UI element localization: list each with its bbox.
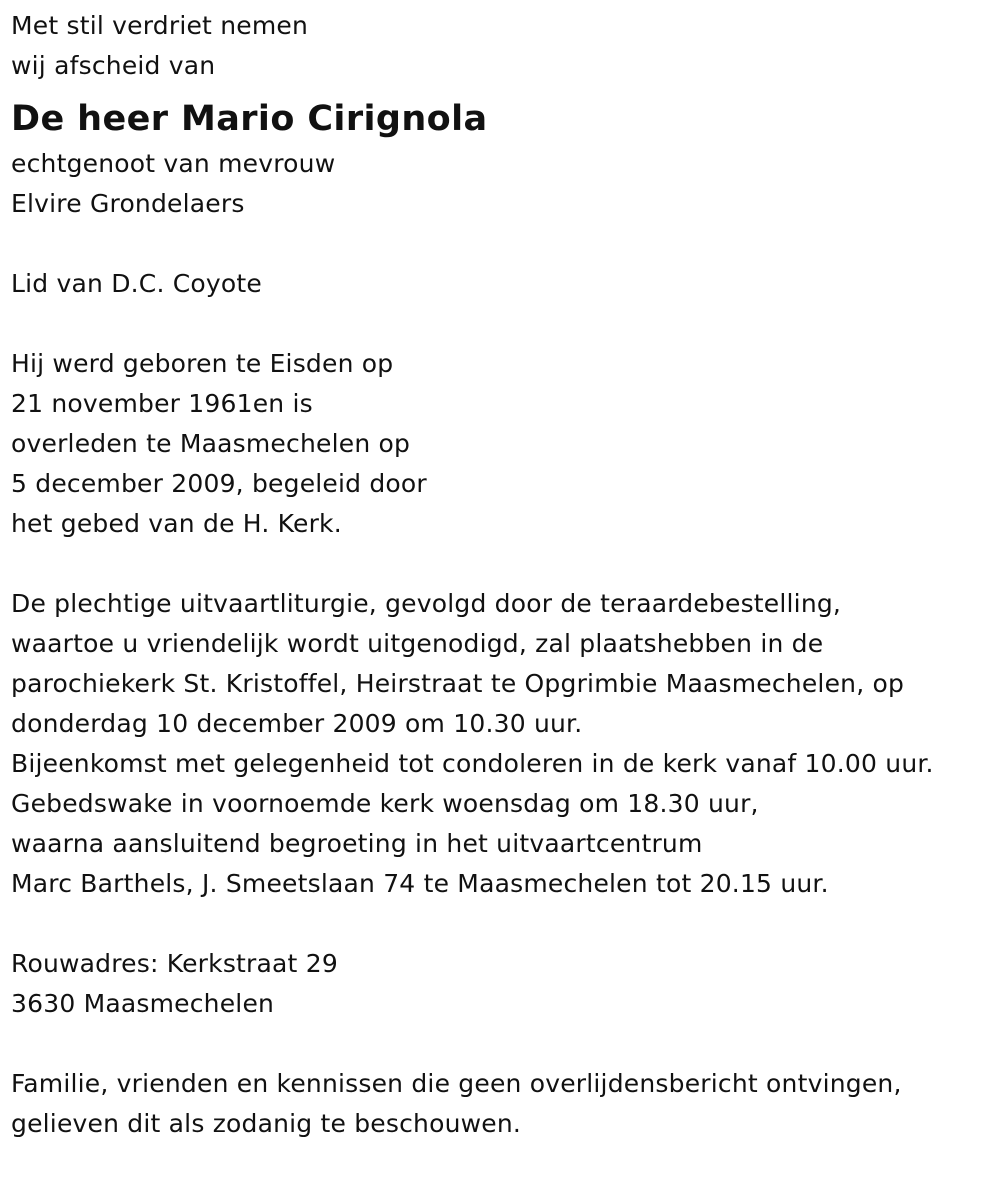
closing-line: gelieven dit als zodanig te beschouwen.	[11, 1109, 522, 1138]
address-line: Rouwadres: Kerkstraat 29	[11, 949, 338, 978]
life-line: 5 december 2009, begeleid door	[11, 469, 427, 498]
membership-line: Lid van D.C. Coyote	[11, 269, 262, 298]
intro-block	[11, 6, 991, 86]
address-block	[11, 944, 991, 1024]
deceased-name: De heer Mario Cirignola	[11, 99, 488, 139]
funeral-line: De plechtige uitvaartliturgie, gevolgd door de teraardebestelling,	[11, 589, 842, 618]
life-line: het gebed van de H. Kerk.	[11, 509, 342, 538]
funeral-line: Gebedswake in voornoemde kerk woensdag om 18.30 uur,	[11, 789, 759, 818]
spouse-block	[11, 144, 991, 224]
life-line: overleden te Maasmechelen op	[11, 429, 411, 458]
closing-block	[11, 1064, 991, 1144]
spouse-line: Elvire Grondelaers	[11, 189, 245, 218]
address-line: 3630 Maasmechelen	[11, 989, 275, 1018]
life-line: 21 november 1961en is	[11, 389, 313, 418]
intro-line: wij afscheid van	[11, 51, 216, 80]
spacer	[11, 1024, 991, 1064]
funeral-line: waartoe u vriendelijk wordt uitgenodigd, zal plaatshebben in de	[11, 629, 824, 658]
life-line: Hij werd geboren te Eisden op	[11, 349, 394, 378]
funeral-line: Marc Barthels, J. Smeetslaan 74 te Maasmechelen tot 20.15 uur.	[11, 869, 829, 898]
spacer	[11, 904, 991, 944]
funeral-block	[11, 584, 991, 904]
life-block	[11, 344, 991, 544]
obituary-notice	[11, 6, 991, 1144]
funeral-line: parochiekerk St. Kristoffel, Heirstraat te Opgrimbie Maasmechelen, op	[11, 669, 905, 698]
spouse-line: echtgenoot van mevrouw	[11, 149, 336, 178]
closing-line: Familie, vrienden en kennissen die geen overlijdensbericht ontvingen,	[11, 1069, 902, 1098]
funeral-line: Bijeenkomst met gelegenheid tot condoleren in de kerk vanaf 10.00 uur.	[11, 749, 934, 778]
funeral-line: donderdag 10 december 2009 om 10.30 uur.	[11, 709, 583, 738]
spacer	[11, 224, 991, 264]
membership-block	[11, 264, 991, 304]
funeral-line: waarna aansluitend begroeting in het uitvaartcentrum	[11, 829, 703, 858]
spacer	[11, 544, 991, 584]
intro-line: Met stil verdriet nemen	[11, 11, 309, 40]
spacer	[11, 304, 991, 344]
